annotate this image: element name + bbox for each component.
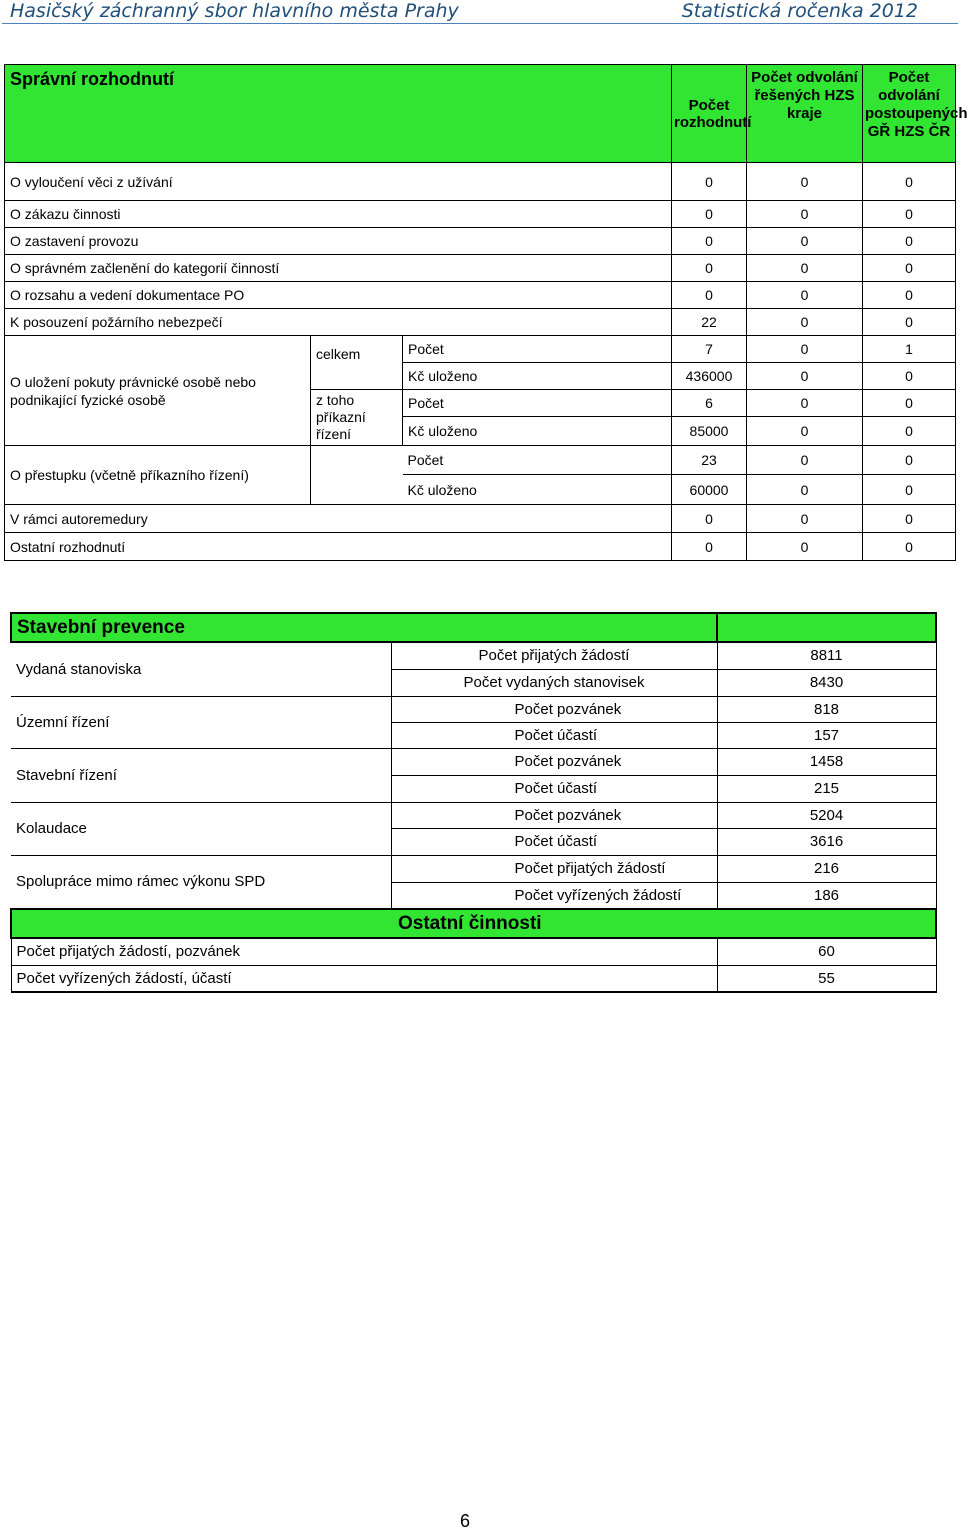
cell-value: 60000 [672,475,747,505]
pokuty-group-celkem: celkem [311,336,403,390]
row-label: Počet vyřízených žádostí [391,882,717,909]
table-row [5,446,956,475]
spravni-rozhodnuti-table [4,64,968,561]
cell-value: 0 [863,255,956,282]
group-label: Územní řízení [11,696,391,748]
row-label: Počet [403,446,672,475]
header-rule [2,23,958,24]
cell-value: 0 [863,163,956,201]
row-label: Počet přijatých žádostí [391,855,717,882]
col-header-odvolani-gr [863,65,968,163]
row-label: Počet [403,336,672,363]
table-row [5,309,956,336]
header-title-right: Statistická ročenka 2012 [681,0,918,22]
cell-value: 0 [863,309,956,336]
cell-value: 0 [747,505,863,533]
col-header-odvolani-gr-text: Počet odvolání postoupených GŘ HZS ČR [865,69,968,140]
cell-value: 157 [717,722,936,748]
section-title-ostatni: Ostatní činnosti [11,909,936,938]
row-label: Počet účastí [391,828,717,855]
header-title-left: Hasičský záchranný sbor hlavního města Prahy [10,0,459,22]
cell-value: 0 [747,390,863,417]
cell-value: 818 [717,696,936,722]
table-row [11,855,936,882]
section-title-stavebni: Stavební prevence [11,613,717,642]
cell-value: 0 [672,505,747,533]
cell-value: 216 [717,855,936,882]
cell-value: 85000 [672,417,747,446]
stavebni-prevence-table [10,612,937,993]
row-label: Počet účastí [391,722,717,748]
cell-value: 0 [672,228,747,255]
cell-value: 0 [747,255,863,282]
cell-value: 60 [717,938,936,965]
cell-value: 3616 [717,828,936,855]
row-label: Počet přijatých žádostí, pozvánek [11,938,717,965]
cell-value: 1458 [717,748,936,775]
cell-value: 0 [747,201,863,228]
cell-value: 0 [747,309,863,336]
section-title-spacer [717,613,936,642]
cell-value: 0 [747,417,863,446]
row-label: O správném začlenění do kategorií činností [5,255,672,282]
pokuty-group-prikazni: z toho příkazní řízení [311,390,403,446]
table-row [5,163,956,201]
cell-value: 0 [863,390,956,417]
cell-value: 0 [672,163,747,201]
group-label: Vydaná stanoviska [11,642,391,696]
pokuty-label: O uložení pokuty právnické osobě nebo podnikající fyzické osobě [5,336,311,446]
cell-value: 0 [672,533,747,561]
cell-value: 1 [863,336,956,363]
table-row [5,533,956,561]
row-label: Kč uloženo [403,417,672,446]
row-label: O rozsahu a vedení dokumentace PO [5,282,672,309]
cell-value: 0 [747,336,863,363]
table-row [11,642,936,669]
row-label: Počet přijatých žádostí [391,642,717,669]
cell-value: 0 [863,363,956,390]
table-title: Správní rozhodnutí [5,65,672,163]
group-label: Spolupráce mimo rámec výkonu SPD [11,855,391,909]
cell-value: 186 [717,882,936,909]
page-header [0,0,960,24]
cell-value: 0 [747,282,863,309]
cell-value: 0 [672,201,747,228]
row-label: Počet [403,390,672,417]
row-label: Počet vydaných stanovisek [391,669,717,696]
cell-value: 23 [672,446,747,475]
table-row [5,201,956,228]
table-row [11,938,936,965]
cell-value: 0 [863,282,956,309]
cell-value: 0 [672,255,747,282]
cell-value: 0 [863,533,956,561]
cell-value: 0 [747,228,863,255]
table-row [5,336,956,363]
cell-value: 0 [747,163,863,201]
group-label: Kolaudace [11,802,391,855]
table-row [5,255,956,282]
row-label: V rámci autoremedury [5,505,672,533]
prestupek-label: O přestupku (včetně příkazního řízení) [5,446,311,505]
cell-value: 22 [672,309,747,336]
cell-value: 436000 [672,363,747,390]
cell-value: 0 [863,201,956,228]
col-header-pocet-rozhodnuti: Počet rozhodnutí [672,65,747,163]
prestupek-spacer [311,446,403,505]
table-row [5,228,956,255]
col-header-odvolani-hzs-text: Počet odvolání řešených HZS kraje [751,69,858,122]
row-label: Kč uloženo [403,363,672,390]
cell-value: 6 [672,390,747,417]
cell-value: 0 [863,505,956,533]
cell-value: 215 [717,775,936,802]
row-label: Počet pozvánek [391,748,717,775]
cell-value: 0 [863,475,956,505]
table-row [5,282,956,309]
row-label: Počet vyřízených žádostí, účastí [11,965,717,992]
row-label: Kč uloženo [403,475,672,505]
row-label: Počet účastí [391,775,717,802]
cell-value: 8430 [717,669,936,696]
row-label: K posouzení požárního nebezpečí [5,309,672,336]
row-label: O vyloučení věci z užívání [5,163,672,201]
page-number: 6 [459,1511,470,1531]
cell-value: 8811 [717,642,936,669]
row-label: Počet pozvánek [391,696,717,722]
table-row [11,696,936,722]
cell-value: 0 [747,446,863,475]
row-label: Počet pozvánek [391,802,717,828]
table-row [11,748,936,775]
cell-value: 0 [672,282,747,309]
cell-value: 0 [863,417,956,446]
row-label: Ostatní rozhodnutí [5,533,672,561]
row-label: O zákazu činnosti [5,201,672,228]
table-row [5,505,956,533]
col-header-odvolani-hzs [747,65,863,163]
cell-value: 5204 [717,802,936,828]
cell-value: 0 [747,475,863,505]
table-row [11,965,936,992]
table-row [11,802,936,828]
group-label: Stavební řízení [11,748,391,802]
cell-value: 55 [717,965,936,992]
cell-value: 0 [863,228,956,255]
cell-value: 7 [672,336,747,363]
cell-value: 0 [747,533,863,561]
cell-value: 0 [747,363,863,390]
cell-value: 0 [863,446,956,475]
row-label: O zastavení provozu [5,228,672,255]
